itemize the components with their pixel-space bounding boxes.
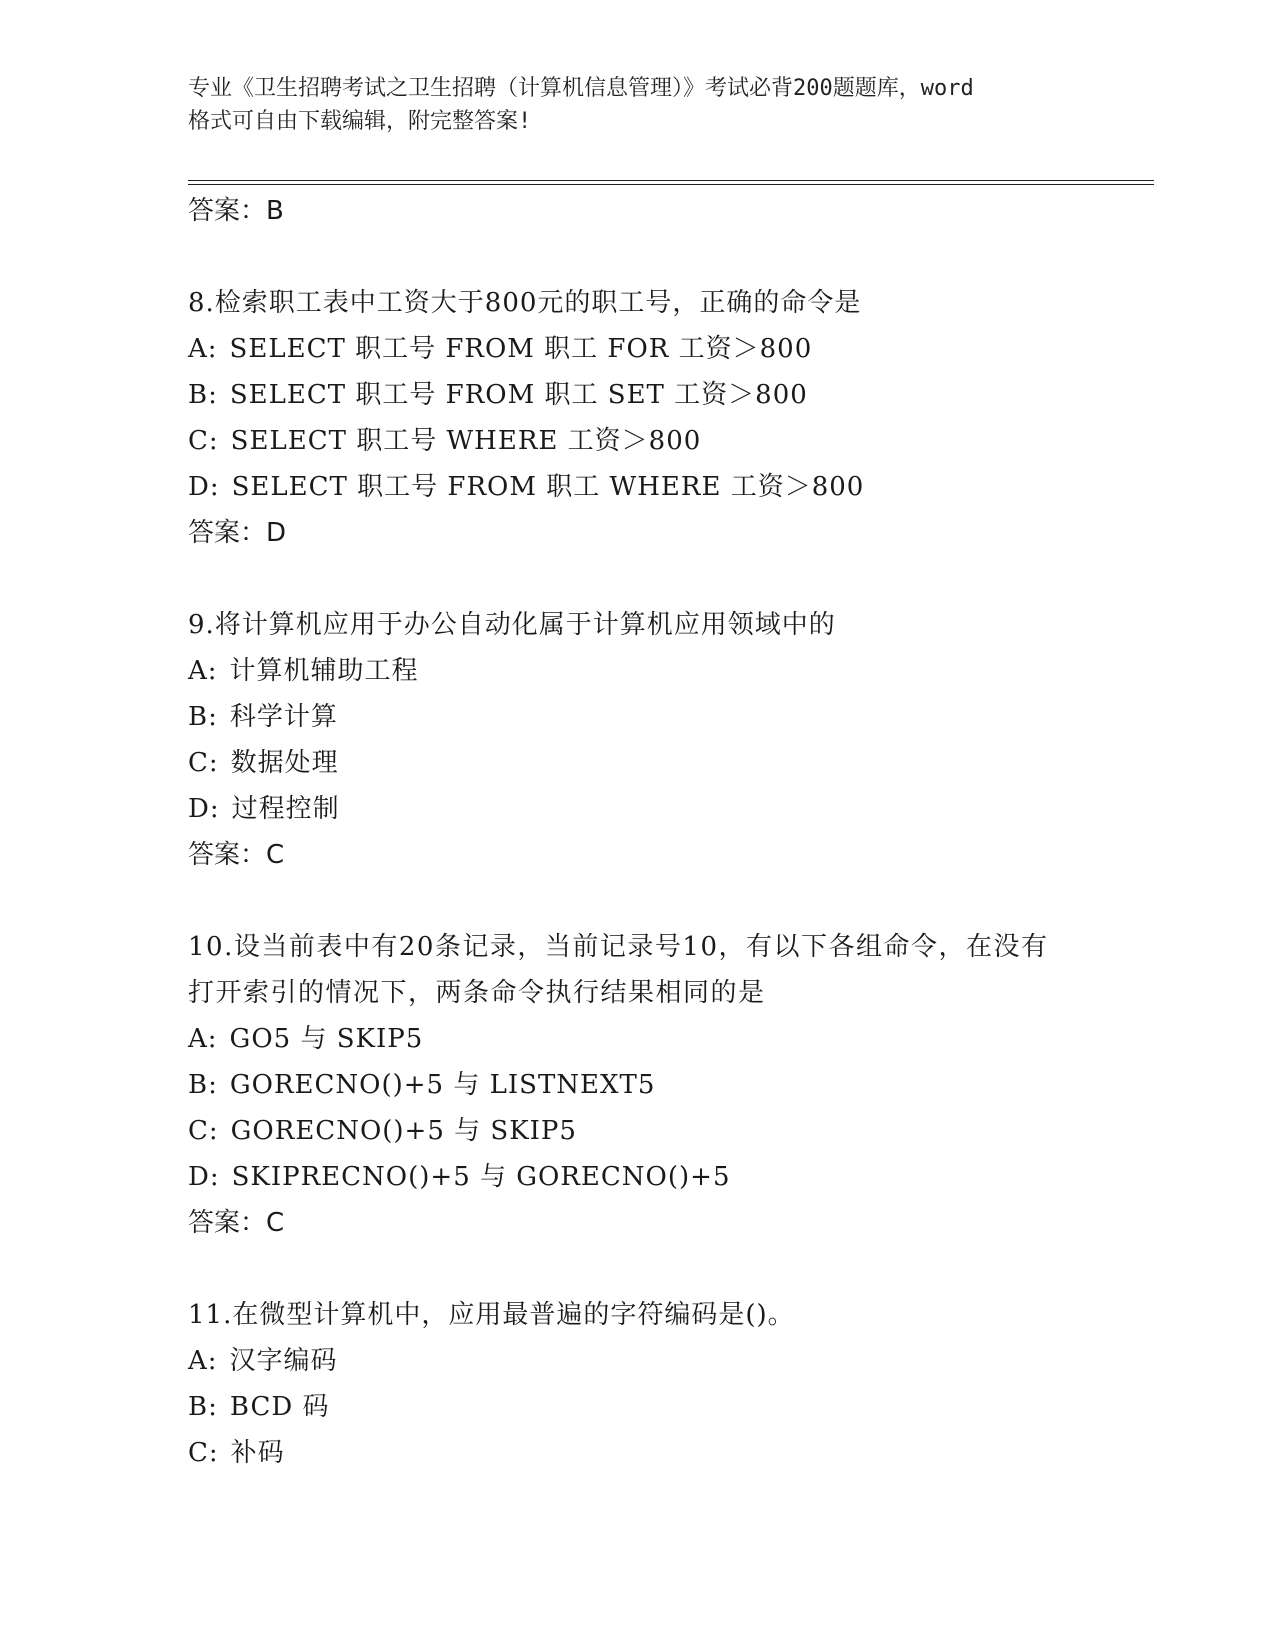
option-b: B: GORECNO()+5 与 LISTNEXT5 xyxy=(188,1070,656,1100)
question-text: 10.设当前表中有20条记录，当前记录号10，有以下各组命令，在没有打开索引的情况下，两条命令执行结果相同的是 xyxy=(188,932,1049,1008)
question-8 xyxy=(188,280,1088,556)
header-line-2: 格式可自由下载编辑，附完整答案! xyxy=(188,109,532,134)
question-text: 8.检索职工表中工资大于800元的职工号，正确的命令是 xyxy=(188,288,862,318)
option-c: C: SELECT 职工号 WHERE 工资＞800 xyxy=(188,426,702,456)
question-text: 11.在微型计算机中，应用最普遍的字符编码是()。 xyxy=(188,1300,795,1330)
question-11 xyxy=(188,1292,1088,1476)
option-b: B: BCD 码 xyxy=(188,1392,330,1422)
header-divider-bottom xyxy=(188,184,1154,185)
option-d: D: 过程控制 xyxy=(188,794,340,824)
option-c: C: 数据处理 xyxy=(188,748,339,778)
option-a: A: 计算机辅助工程 xyxy=(188,656,419,686)
option-a: A: GO5 与 SKIP5 xyxy=(188,1024,424,1054)
header-line-1: 专业《卫生招聘考试之卫生招聘（计算机信息管理）》考试必背200题题库，word xyxy=(188,76,974,101)
option-b: B: 科学计算 xyxy=(188,702,338,732)
header-divider-top xyxy=(188,180,1154,181)
question-text: 9.将计算机应用于办公自动化属于计算机应用领域中的 xyxy=(188,610,836,640)
document-header xyxy=(188,72,1088,138)
option-a: A: 汉字编码 xyxy=(188,1346,338,1376)
option-a: A: SELECT 职工号 FROM 职工 FOR 工资＞800 xyxy=(188,334,813,364)
question-9 xyxy=(188,602,1088,878)
option-d: D: SELECT 职工号 FROM 职工 WHERE 工资＞800 xyxy=(188,472,865,502)
question-list xyxy=(188,188,1088,1476)
option-d: D: SKIPRECNO()+5 与 GORECNO()+5 xyxy=(188,1162,731,1192)
option-c: C: GORECNO()+5 与 SKIP5 xyxy=(188,1116,577,1146)
question-10 xyxy=(188,924,1088,1246)
option-b: B: SELECT 职工号 FROM 职工 SET 工资＞800 xyxy=(188,380,808,410)
option-c: C: 补码 xyxy=(188,1438,285,1468)
answer: 答案：D xyxy=(188,518,287,548)
answer: 答案：C xyxy=(188,1208,285,1238)
answer: 答案：C xyxy=(188,840,285,870)
previous-answer: 答案：B xyxy=(188,196,284,226)
